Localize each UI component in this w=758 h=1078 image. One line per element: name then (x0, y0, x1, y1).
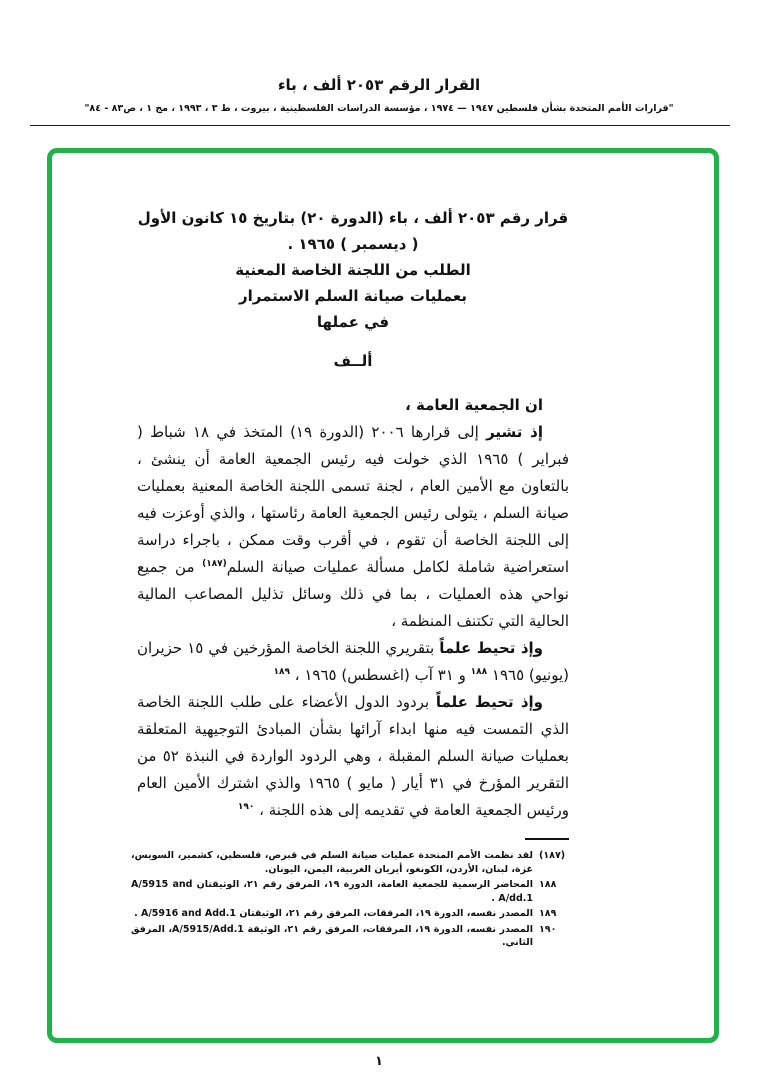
resolution-title-line: بعمليات صيانة السلم الاستمرار (238, 287, 468, 305)
paragraph-text: من جميع نواحي هذه العمليات ، بما في ذلك وسائل تذليل المصاعب المالية الحالية التي تكتنف المنظمة ، (137, 558, 569, 630)
footnote-188 (131, 878, 569, 905)
footnote-ref-190: ١٩٠ (237, 802, 255, 812)
paragraph-takes-note-reports (137, 635, 569, 689)
resolution-title (137, 205, 569, 335)
footnote-187 (131, 849, 569, 876)
paragraph-takes-note-replies (137, 689, 569, 824)
opening-phrase: ان الجمعية العامة ، (405, 396, 543, 414)
resolution-title-line: الطلب من اللجنة الخاصة المعنية (235, 261, 471, 279)
footnote-190 (131, 923, 569, 950)
paragraph-lead: إذ تشير (486, 423, 543, 441)
paragraph-lead: وإذ تحيط علماً (435, 693, 543, 711)
paragraph-text: إلى قرارها ٢٠٠٦ (الدورة ١٩) المتخذ في ١٨ شباط ( فبراير ) ١٩٦٥ الذي خولت فيه رئيس الجمعية العامة أن ينشئ ، بالتعاون مع الأمين العام ، لجنة تسمى اللجنة الخاصة المعنية بعمليات صيانة السلم ، يتولى رئيس الجمعية العامة رئاستها ، والذي أوعزت فيه إلى اللجنة الخاصة أن تقوم ، في أقرب وقت ممكن ، باجراء دراسة استعراضية شاملة لكامل مسألة عمليات صيانة السلم (137, 423, 569, 576)
footnote-text: المصدر نفسه، الدورة ١٩، المرفقات، المرفق رقم ٢١، الوثيقة A/5915/Add.1، المرفق الثاني. (131, 923, 533, 949)
footnote-ref-187: (١٨٧) (202, 559, 227, 569)
footnote-marker: (١٨٧) (539, 850, 566, 862)
footnote-marker: ١٨٩ (539, 908, 557, 920)
footnote-separator-rule (525, 838, 569, 840)
paragraph-lead: وإذ تحيط علماً (439, 639, 543, 657)
header-rule (30, 125, 730, 126)
paragraph-text: بتقريري اللجنة الخاصة المؤرخين في ١٥ حزيران (يونيو) ١٩٦٥ (137, 639, 569, 684)
document-content (131, 205, 569, 952)
footnote-ref-189: ١٨٩ (273, 667, 290, 677)
footnote-marker: ١٩٠ (539, 923, 557, 935)
footnotes-section (131, 838, 569, 950)
green-frame (47, 148, 719, 1043)
paragraph-recalls (137, 419, 569, 635)
resolution-title-line: قرار رقم ٢٠٥٣ ألف ، باء (الدورة ٢٠) بتاريخ ١٥ كانون الأول (137, 209, 569, 227)
page-number: ١ (375, 1054, 383, 1069)
paragraph-text: و ٣١ آب (اغسطس) ١٩٦٥ ، (289, 666, 471, 684)
footnote-ref-188: ١٨٨ (470, 667, 488, 677)
resolution-title-line: في عملها (316, 313, 390, 331)
section-label: ألــف (333, 352, 373, 370)
header-title: القرار الرقم ٢٠٥٣ ألف ، باء (277, 76, 481, 94)
paragraph-text: بردود الدول الأعضاء على طلب اللجنة الخاصة الذي التمست فيه منها ابداء آرائها بشأن المبادئ التوجيهية المتعلقة بعمليات صيانة السلم المقبلة ، وهي الردود الواردة في النبذة ٥٢ من التقرير المؤرخ في ٣١ أيار ( مايو ) ١٩٦٥ والذي اشترك الأمين العام ورئيس الجمعية العامة في تقديمه إلى هذه اللجنة ، (137, 693, 569, 819)
footnote-189 (131, 907, 569, 921)
header-citation: "قرارات الأمم المتحدة بشأن فلسطين ١٩٤٧ — ١٩٧٤ ، مؤسسة الدراسات الفلسطينية ، بيروت ، ط ٣ ، ١٩٩٣ ، مج ١ ، ص٨٣ - ٨٤" (84, 103, 674, 114)
footnote-text: المحاضر الرسمية للجمعية العامة، الدورة ١٩، المرفق رقم ٢١، الوثيقتان A/5915 and A/dd.1 . (131, 879, 534, 904)
footnote-text: لقد نظمت الأمم المتحدة عمليات صيانة السلم في قبرص، فلسطين، كشمير، السويس، غزة، لبنان، الأردن، الكونغو، أيريان الغربية، اليمن، اليونان. (131, 850, 533, 875)
page-header (0, 76, 758, 114)
footnote-text: المصدر نفسه، الدورة ١٩، المرفقات، المرفق رقم ٢١، الوثيقتان A/5916 and Add.1 . (134, 908, 533, 920)
footnote-marker: ١٨٨ (539, 879, 557, 891)
resolution-title-line: ( ديسمبر ) ١٩٦٥ . (287, 235, 419, 253)
